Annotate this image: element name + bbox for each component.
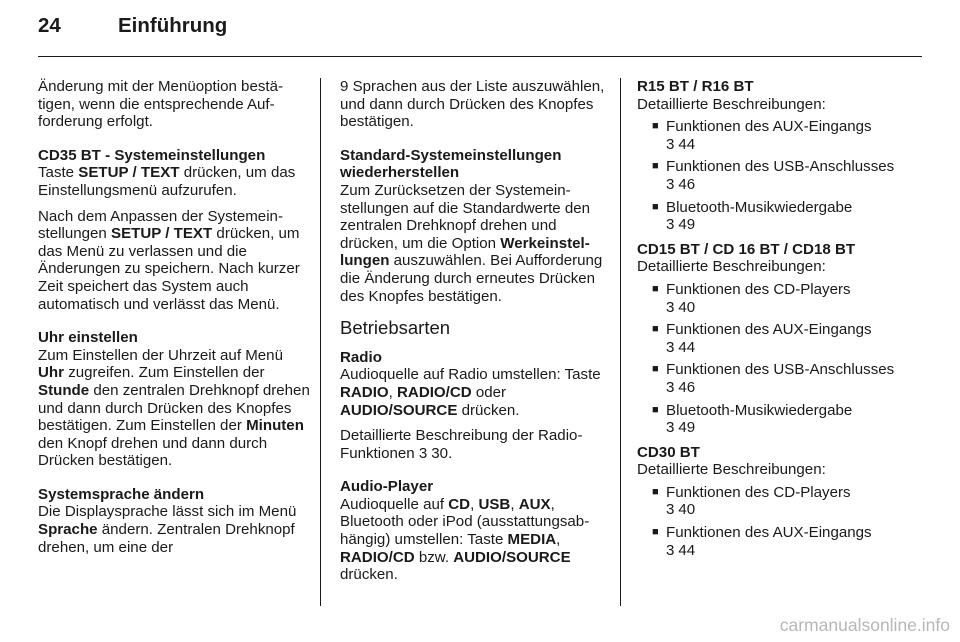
bullet-list	[637, 484, 927, 559]
page-ref-arrow-icon: 3	[666, 541, 675, 559]
list-item: ■ Funktionen des USB-Anschlusses 3 46	[652, 158, 927, 193]
chapter-heading: Betriebsarten	[340, 317, 451, 339]
paragraph: 9 Sprachen aus der Liste auszuwählen, und dann durch Drücken des Knopfes bestätigen.	[340, 78, 605, 131]
page-number: 24	[38, 14, 61, 37]
section-heading: CD30 BT	[637, 443, 700, 461]
paragraph: Nach dem Anpassen der Systemeinstellungen SETUP / TEXT drücken, um das Menü zu verlassen und die Änderungen zu speichern. Nach kurzer Zeit speichert das System auch automatisch und verlässt das Menü.	[38, 207, 300, 313]
paragraph: Detaillierte Beschreibungen:	[637, 95, 826, 113]
paragraph: Taste SETUP / TEXT drücken, um das Einstellungsmenü aufzurufen.	[38, 164, 296, 199]
section-heading: Audio-Player	[340, 478, 434, 496]
section-heading: R15 BT / R16 BT	[637, 78, 754, 95]
column-1	[38, 78, 310, 564]
paragraph: Audioquelle auf CD, USB, AUX, Bluetooth oder iPod (ausstattungsabhängig) umstellen: Taste MEDIA, RADIO/CD bzw. AUDIO/SOURCE drücken.	[340, 495, 590, 584]
paragraph: Detaillierte Beschreibung der RadioFunktionen 3 30.	[340, 427, 583, 462]
list-item: ■ Bluetooth-Musikwiedergabe 3 49	[652, 402, 927, 437]
list-item: ■ Funktionen des AUX-Eingangs 3 44	[652, 118, 927, 153]
paragraph: Detaillierte Beschreibungen:	[637, 258, 826, 276]
paragraph: Änderung mit der Menüoption bestätigen, wenn die entsprechende Aufforderung erfolgt.	[38, 78, 284, 131]
page-ref-arrow-icon: 3	[666, 338, 675, 356]
section-heading: Radio	[340, 348, 382, 366]
watermark: carmanualsonline.info	[779, 615, 950, 635]
header-rule	[38, 56, 922, 57]
page-ref-arrow-icon: 3	[666, 216, 675, 234]
bullet-list	[637, 281, 927, 437]
bullet-list	[637, 118, 927, 234]
page-title: Einführung	[118, 14, 228, 37]
section-heading: Systemsprache ändern	[38, 485, 205, 503]
paragraph: Die Displaysprache lässt sich im Menü Sprache ändern. Zentralen Drehknopf drehen, um eine der	[38, 503, 297, 556]
list-item: ■ Funktionen des AUX-Eingangs 3 44	[652, 321, 927, 356]
section-heading: CD35 BT - Systemeinstellungen	[38, 146, 266, 164]
page-ref-arrow-icon: 3	[666, 501, 675, 519]
column-divider	[620, 78, 621, 606]
paragraph: Audioquelle auf Radio umstellen: Taste RADIO, RADIO/CD oder AUDIO/SOURCE drücken.	[340, 366, 601, 419]
paragraph: Detaillierte Beschreibungen:	[637, 461, 826, 479]
page-ref-arrow-icon: 3	[666, 135, 675, 153]
list-item: ■ Funktionen des CD-Players 3 40	[652, 484, 927, 519]
paragraph: Zum Einstellen der Uhrzeit auf Menü Uhr zugreifen. Zum Einstellen der Stunde den zentralen Drehknopf drehen und dann durch Drücken des Knopfes bestätigen. Zum Einstellen der Minuten den Knopf drehen und dann durch Drücken bestätigen.	[38, 346, 310, 470]
page-ref-arrow-icon: 3	[666, 298, 675, 316]
section-heading: Standard-Systemeinstellungen wiederherstellen	[340, 146, 562, 182]
page-ref-arrow-icon: 3	[666, 175, 675, 193]
page-ref-arrow-icon: 3	[666, 419, 675, 437]
section-heading: Uhr einstellen	[38, 329, 138, 347]
page-header	[38, 14, 227, 38]
list-item: ■ Funktionen des AUX-Eingangs 3 44	[652, 524, 927, 559]
column-2	[340, 78, 608, 592]
list-item: ■ Funktionen des USB-Anschlusses 3 46	[652, 361, 927, 396]
page-ref-arrow-icon: 3	[666, 378, 675, 396]
column-divider	[320, 78, 321, 606]
column-3	[637, 78, 927, 566]
list-item: ■ Bluetooth-Musikwiedergabe 3 49	[652, 199, 927, 234]
list-item: ■ Funktionen des CD-Players 3 40	[652, 281, 927, 316]
section-heading: CD15 BT / CD 16 BT / CD18 BT	[637, 240, 856, 258]
page-ref-arrow-icon: 3	[418, 444, 428, 462]
paragraph: Zum Zurücksetzen der Systemeinstellungen auf die Standardwerte den zentralen Drehknopf drehen und drücken, um die Option Werkeinstellungen auszuwählen. Bei Aufforderung die Änderung durch erneutes Drücken des Knopfes bestätigen.	[340, 181, 603, 305]
